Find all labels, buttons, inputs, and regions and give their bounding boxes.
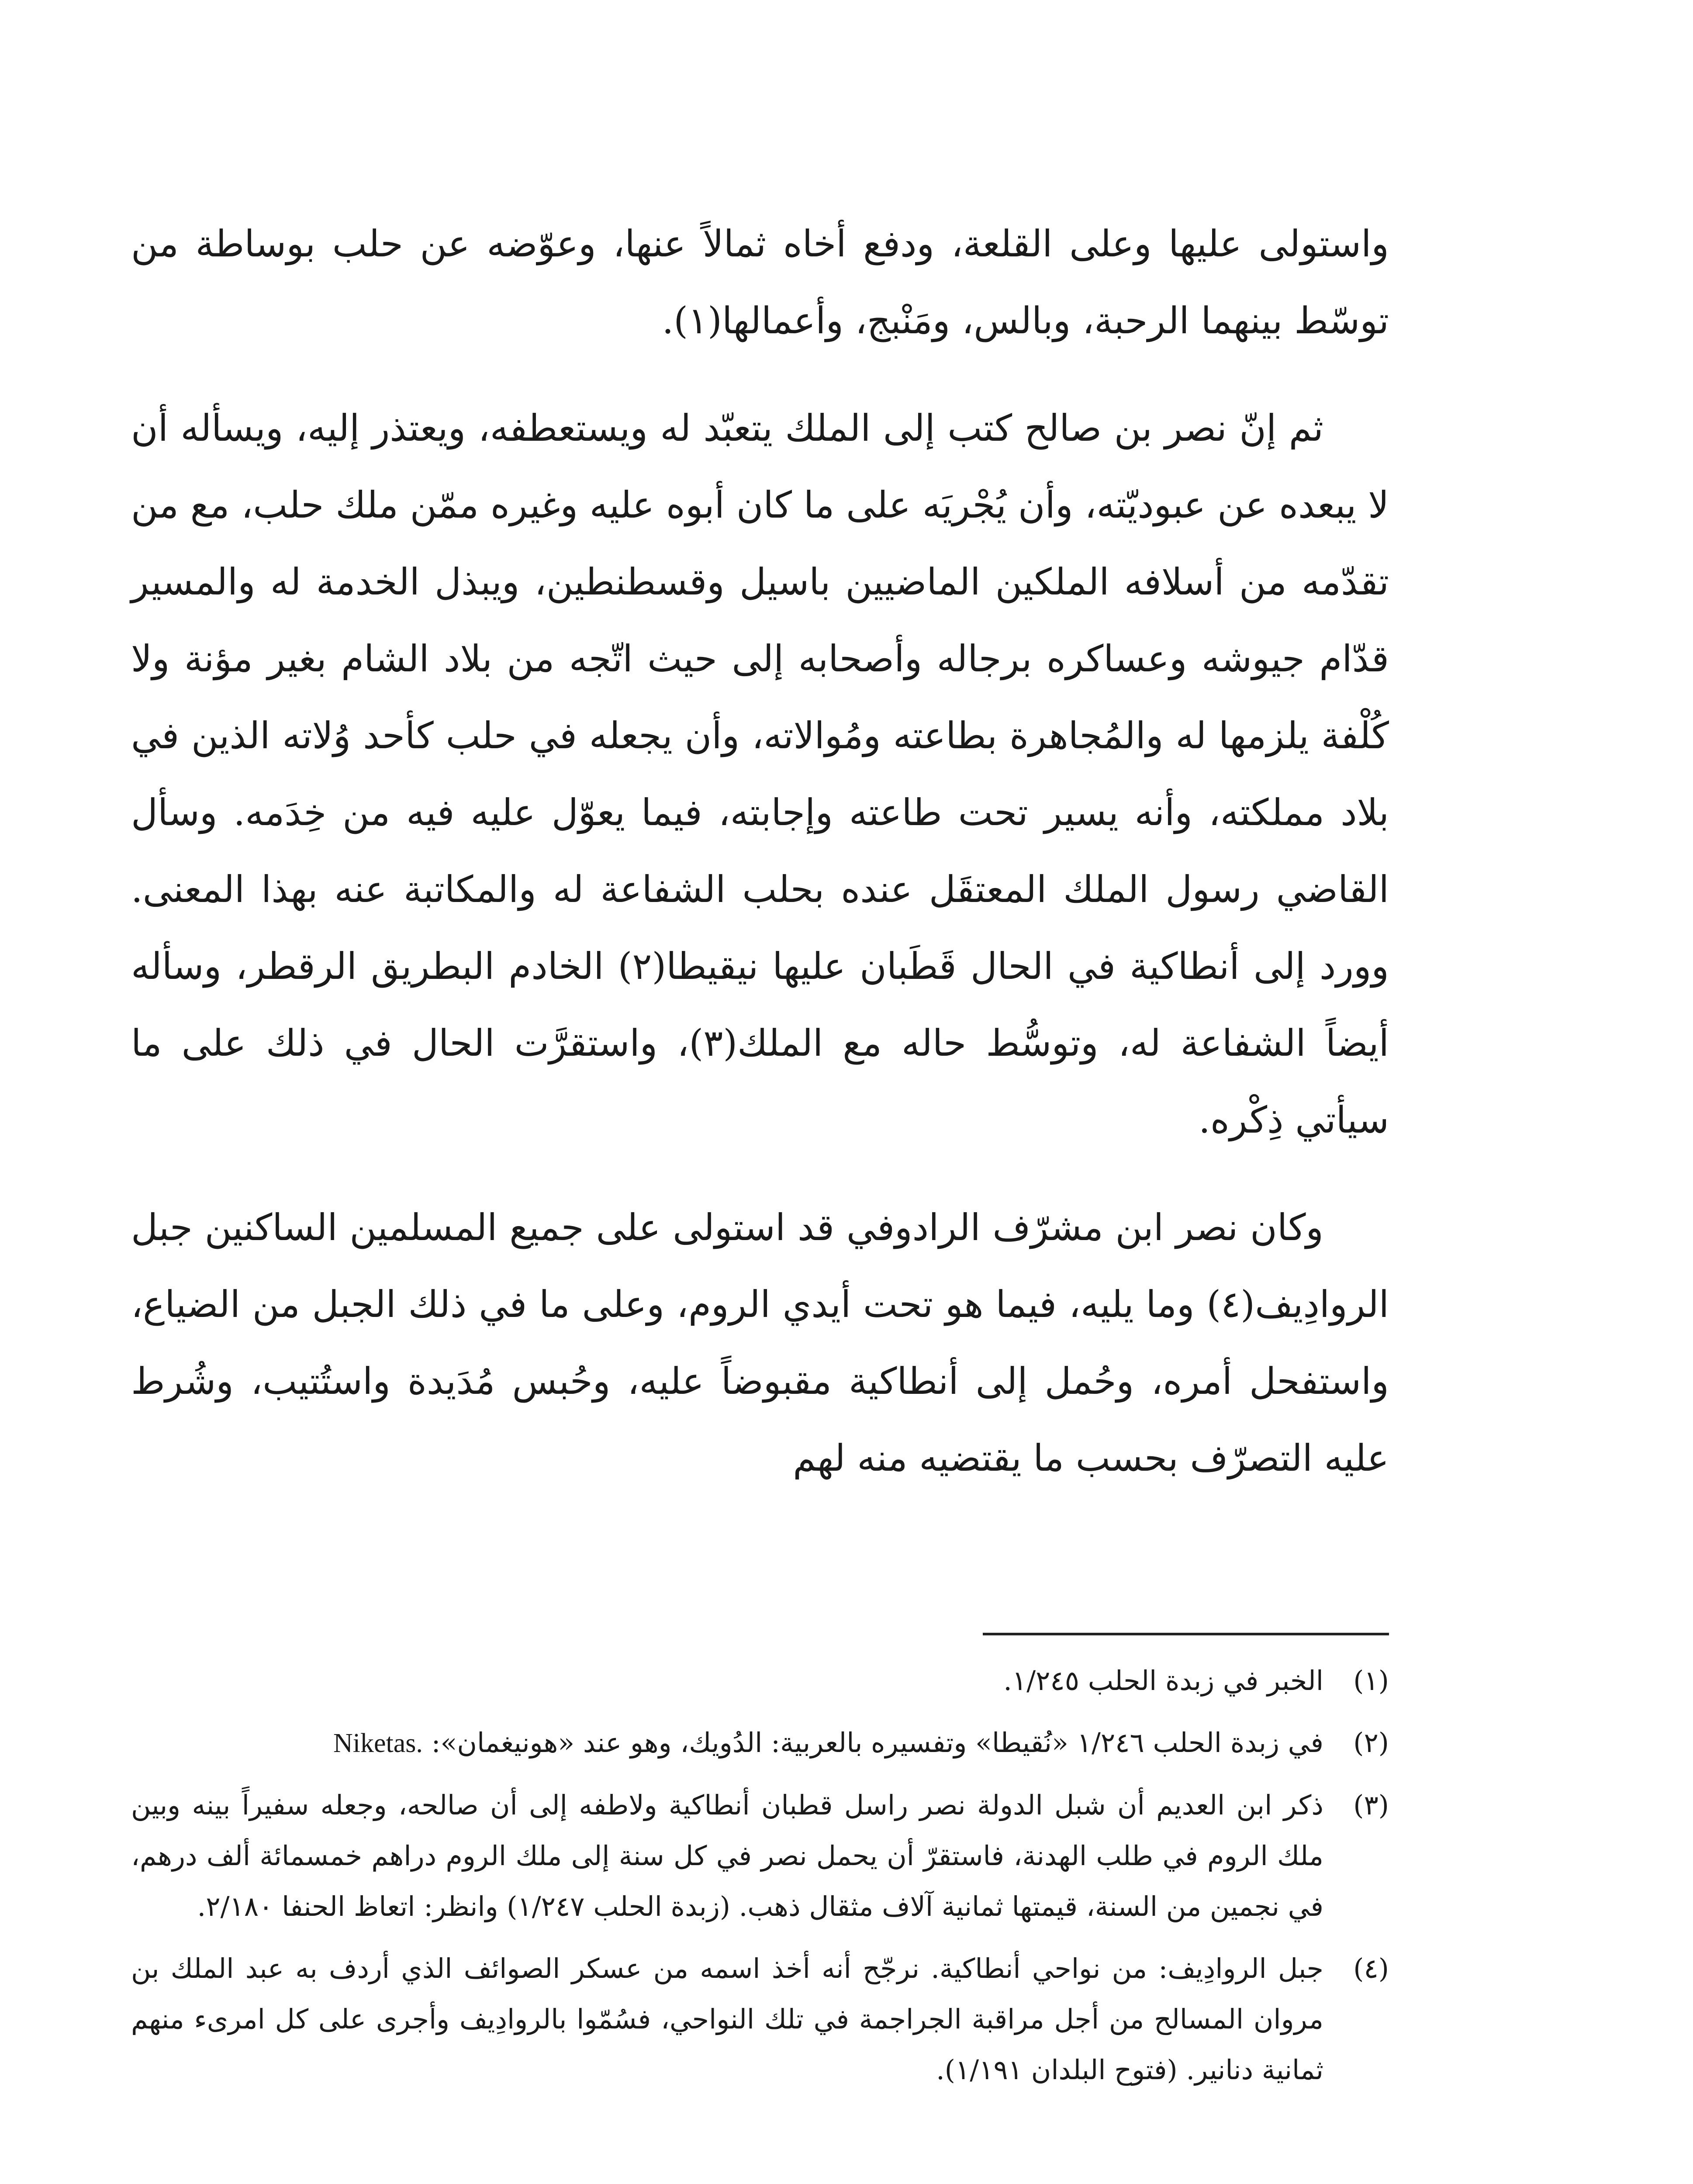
footnote-latin-term: Niketas.	[333, 1728, 423, 1758]
footnote-text: ذكر ابن العديم أن شبل الدولة نصر راسل قطبان أنطاكية ولاطفه إلى أن صالحه، وجعله سفيراً بينه وبين ملك الروم في طلب الهدنة، فاستقرّ أن يحمل نصر في كل سنة إلى ملك الروم دراهم خمسمائة ألف درهم، في نجمين من السنة، قيمتها ثمانية آلاف مثقال ذهب. (زبدة الحلب ١/٢٤٧) وانظر: اتعاظ الحنفا ٢/١٨٠.	[131, 1789, 1323, 1922]
footnote-text: في زبدة الحلب ١/٢٤٦ «نُقيطا» وتفسيره بالعربية: الدُويك، وهو عند «هونيغمان»:	[431, 1727, 1323, 1759]
footnote-number: (٤)	[1353, 1952, 1389, 1984]
paragraph-3: وكان نصر ابن مشرّف الرادوفي قد استولى على جميع المسلمين الساكنين جبل الروادِيف(٤) وما يليه، فيما هو تحت أيدي الروم، وعلى ما في ذلك الجبل من الضياع، واستفحل أمره، وحُمل إلى أنطاكية مقبوضاً عليه، وحُبس مُدَيدة واستُتيب، وشُرط عليه التصرّف بحسب ما يقتضيه منه لهم	[131, 1206, 1389, 1479]
paragraph-1: واستولى عليها وعلى القلعة، ودفع أخاه ثمالاً عنها، وعوّضه عن حلب بوساطة من توسّط بينهما الرحبة، وبالس، ومَنْبج، وأعمالها(١).	[131, 222, 1389, 342]
footnote-text: جبل الروادِيف: من نواحي أنطاكية. نرجّح أنه أخذ اسمه من عسكر الصوائف الذي أردف به عبد الملك بن مروان المسالح من أجل مراقبة الجراجمة في تلك النواحي، فسُمّوا بالروادِيف وأجرى على كل امرىء منهم ثمانية دنانير. (فتوح البلدان ١/١٩١).	[131, 1952, 1323, 2086]
paragraph-2: ثم إنّ نصر بن صالح كتب إلى الملك يتعبّد له ويستعطفه، ويعتذر إليه، ويسأله أن لا يبعده عن عبوديّته، وأن يُجْريَه على ما كان أبوه عليه وغيره ممّن ملك حلب، مع من تقدّمه من أسلافه الملكين الماضيين باسيل وقسطنطين، ويبذل الخدمة له والمسير قدّام جيوشه وعساكره برجاله وأصحابه إلى حيث اتّجه من بلاد الشام بغير مؤنة ولا كُلْفة يلزمها له والمُجاهرة بطاعته ومُوالاته، وأن يجعله في حلب كأحد وُلاته الذين في بلاد مملكته، وأنه يسير تحت طاعته وإجابته، فيما يعوّل عليه فيه من خِدَمه. وسأل القاضي رسول الملك المعتقَل عنده بحلب الشفاعة له والمكاتبة عنه بهذا المعنى. وورد إلى أنطاكية في الحال قَطَبان عليها نيقيطا(٢) الخادم البطريق الرقطر، وسأله أيضاً الشفاعة له، وتوسُّط حاله مع الملك(٣)، واستقرَّت الحال في ذلك على ما سيأتي ذِكْره.	[131, 407, 1389, 1141]
main-text	[131, 205, 1389, 1496]
footnote-text: الخبر في زبدة الحلب ١/٢٤٥.	[1003, 1665, 1323, 1697]
footnote-divider	[983, 1633, 1389, 1635]
footnotes	[131, 1655, 1389, 2107]
footnote-4	[131, 1943, 1389, 2095]
footnote-number: (١)	[1353, 1665, 1389, 1697]
footnote-3	[131, 1780, 1389, 1932]
footnote-2	[131, 1717, 1389, 1769]
footnote-number: (٣)	[1353, 1789, 1389, 1821]
footnote-1	[131, 1655, 1389, 1706]
footnote-number: (٢)	[1353, 1727, 1389, 1759]
